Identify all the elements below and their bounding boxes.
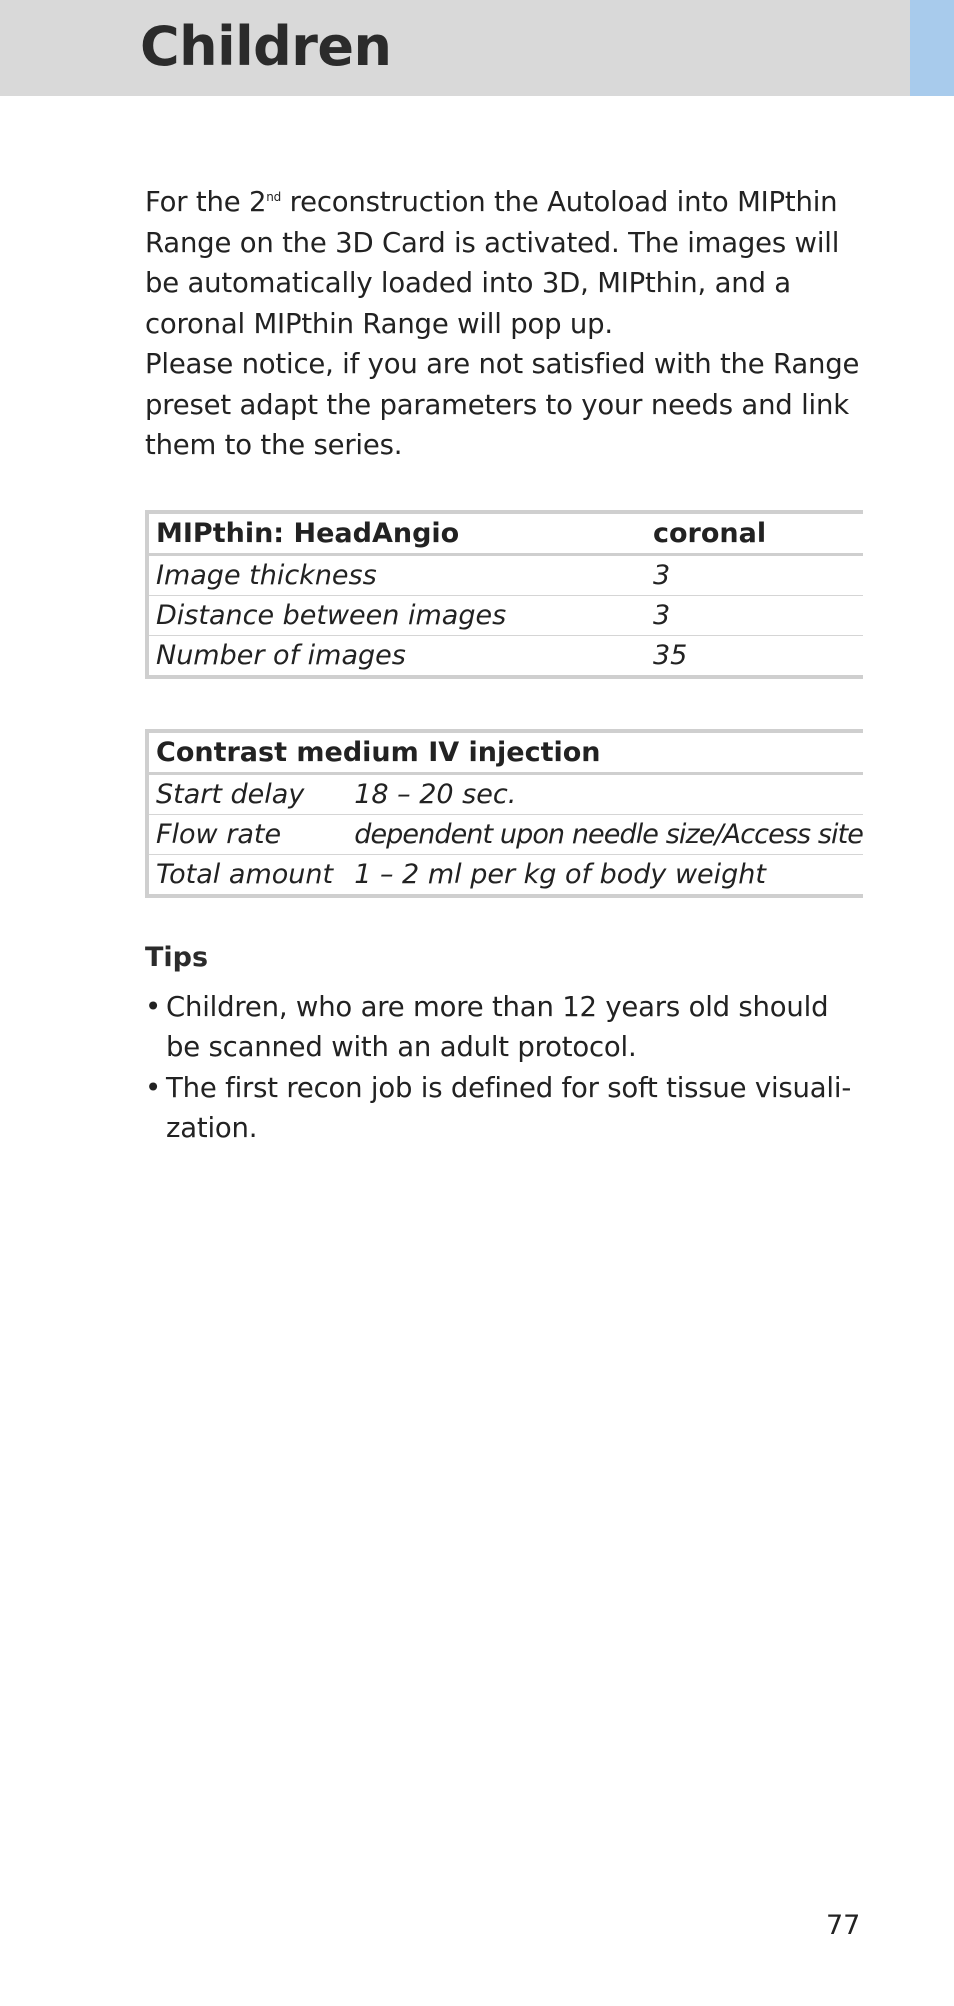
tip-text: The first recon job is defined for soft tissue visuali- zation. bbox=[166, 1071, 852, 1144]
table-header-row bbox=[147, 512, 863, 555]
row-label: Flow rate bbox=[147, 814, 347, 854]
table-row bbox=[147, 814, 863, 854]
tip-text: Children, who are more than 12 years old should be scanned with an adult protocol. bbox=[166, 990, 829, 1063]
page-content bbox=[145, 182, 867, 1149]
tips-heading: Tips bbox=[145, 941, 209, 973]
intro-superscript: nd bbox=[266, 189, 282, 204]
table-row bbox=[147, 635, 863, 677]
list-item bbox=[145, 987, 867, 1068]
bullet-icon: • bbox=[145, 1071, 162, 1104]
row-value: 1 – 2 ml per kg of body weight bbox=[354, 858, 766, 890]
contrast-header: Contrast medium IV injection bbox=[147, 731, 863, 774]
page-number: 77 bbox=[826, 1910, 861, 1941]
intro-text-rest: reconstruction the Autoload into MIPthin Range on the 3D Card is activated. The images will be automatically loaded into 3D, MIPthin, and a coronal MIPthin Range will pop up. bbox=[145, 186, 840, 340]
page-title: Children bbox=[140, 15, 392, 78]
table-row bbox=[147, 595, 863, 635]
row-value: 18 – 20 sec. bbox=[347, 773, 863, 814]
row-label: Image thickness bbox=[147, 554, 646, 595]
row-value: dependent upon needle size/Access site bbox=[347, 814, 863, 854]
tips-list bbox=[145, 987, 867, 1149]
header-accent-tab bbox=[910, 0, 954, 96]
table-row bbox=[147, 773, 863, 814]
row-label: Total amount bbox=[156, 858, 334, 890]
row-value: 3 bbox=[646, 554, 863, 595]
table-row bbox=[147, 554, 863, 595]
table-header-row bbox=[147, 731, 863, 774]
table-row bbox=[147, 854, 863, 896]
contrast-medium-table bbox=[145, 729, 863, 898]
row-label: Number of images bbox=[156, 639, 406, 671]
intro-paragraph bbox=[145, 182, 867, 466]
row-value: 35 bbox=[653, 639, 688, 671]
intro-text-start: For the 2 bbox=[145, 186, 267, 218]
mipthin-parameters-table bbox=[145, 510, 863, 679]
bullet-icon: • bbox=[145, 990, 162, 1023]
row-label: Distance between images bbox=[147, 595, 646, 635]
mipthin-header-value: coronal bbox=[646, 512, 863, 555]
intro-notice: Please notice, if you are not satisfied with the Range preset adapt the parameters to your needs and link them to the series. bbox=[145, 348, 860, 461]
row-value: 3 bbox=[646, 595, 863, 635]
mipthin-header-label: MIPthin: HeadAngio bbox=[147, 512, 646, 555]
row-label: Start delay bbox=[147, 773, 347, 814]
list-item bbox=[145, 1068, 867, 1149]
header-band bbox=[0, 0, 910, 96]
